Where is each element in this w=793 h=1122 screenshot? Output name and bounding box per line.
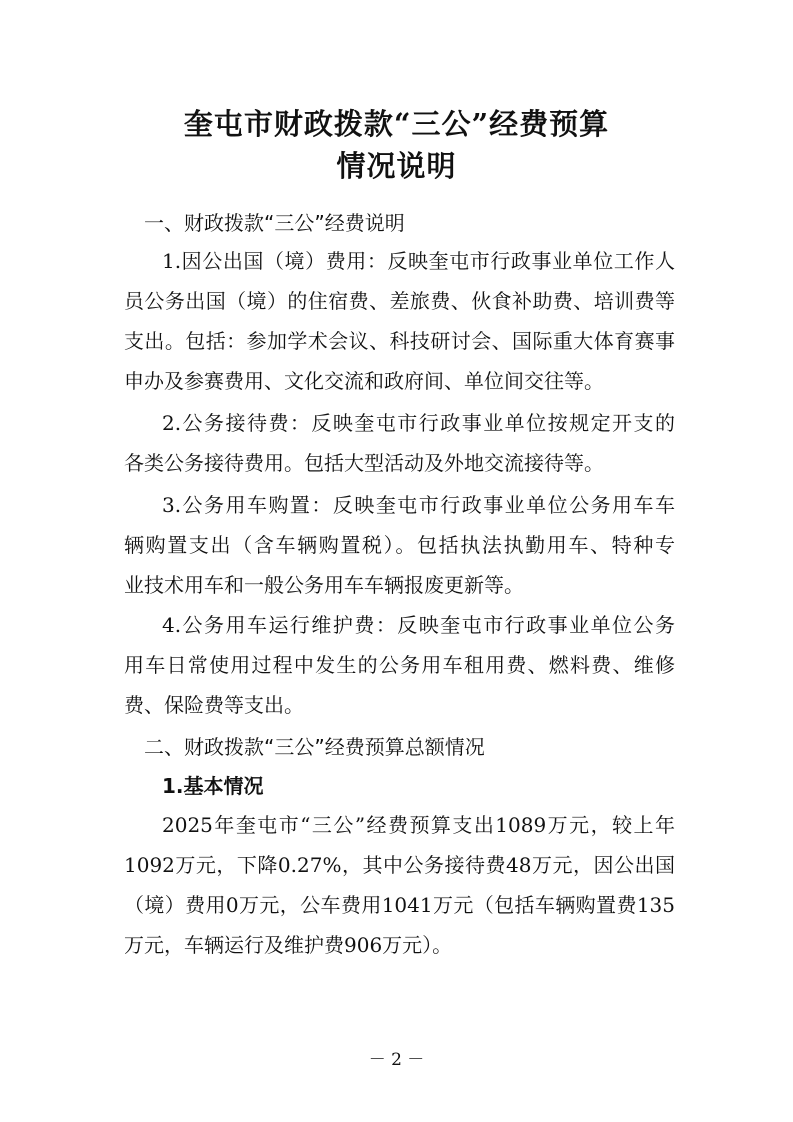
subsection-heading: 1.基本情况 [162,774,264,798]
paragraph-line: 1092万元，下降0.27%，其中公务接待费48万元，因公出国 [124,853,675,877]
paragraph-line: 2025年奎屯市“三公”经费预算支出1089万元，较上年 [162,813,675,837]
paragraph-line: 1.因公出国（境）费用：反映奎屯市行政事业单位工作人 [162,249,675,273]
paragraph-line: 员公务出国（境）的住宿费、差旅费、伙食补助费、培训费等 [124,289,675,313]
paragraph-line: 支出。包括：参加学术会议、科技研讨会、国际重大体育赛事 [124,329,675,353]
paragraph-line: 各类公务接待费用。包括大型活动及外地交流接待等。 [124,451,604,475]
page-number: － 2 － [368,1050,425,1070]
section-heading-1: 一、财政拨款“三公”经费说明 [144,211,405,235]
paragraph-line: 万元，车辆运行及维护费906万元）。 [124,933,453,957]
paragraph-line: 业技术用车和一般公务用车车辆报废更新等。 [124,573,524,597]
paragraph-line: 用车日常使用过程中发生的公务用车租用费、燃料费、维修 [124,653,675,677]
paragraph-line: 申办及参赛费用、文化交流和政府间、单位间交往等。 [124,369,604,393]
document-title: 奎屯市财政拨款“三公”经费预算 [183,107,610,141]
paragraph-line: 4.公务用车运行维护费：反映奎屯市行政事业单位公务 [162,613,675,637]
paragraph-line: 3.公务用车购置：反映奎屯市行政事业单位公务用车车 [162,493,675,517]
document-subtitle: 情况说明 [336,149,457,183]
paragraph-line: 2.公务接待费：反映奎屯市行政事业单位按规定开支的 [162,411,675,435]
paragraph-line: 辆购置支出（含车辆购置税）。包括执法执勤用车、特种专 [124,533,675,557]
paragraph-line: 费、保险费等支出。 [124,693,304,717]
section-heading-2: 二、财政拨款“三公”经费预算总额情况 [144,735,485,759]
paragraph-line: （境）费用0万元，公车费用1041万元（包括车辆购置费135 [124,893,675,917]
